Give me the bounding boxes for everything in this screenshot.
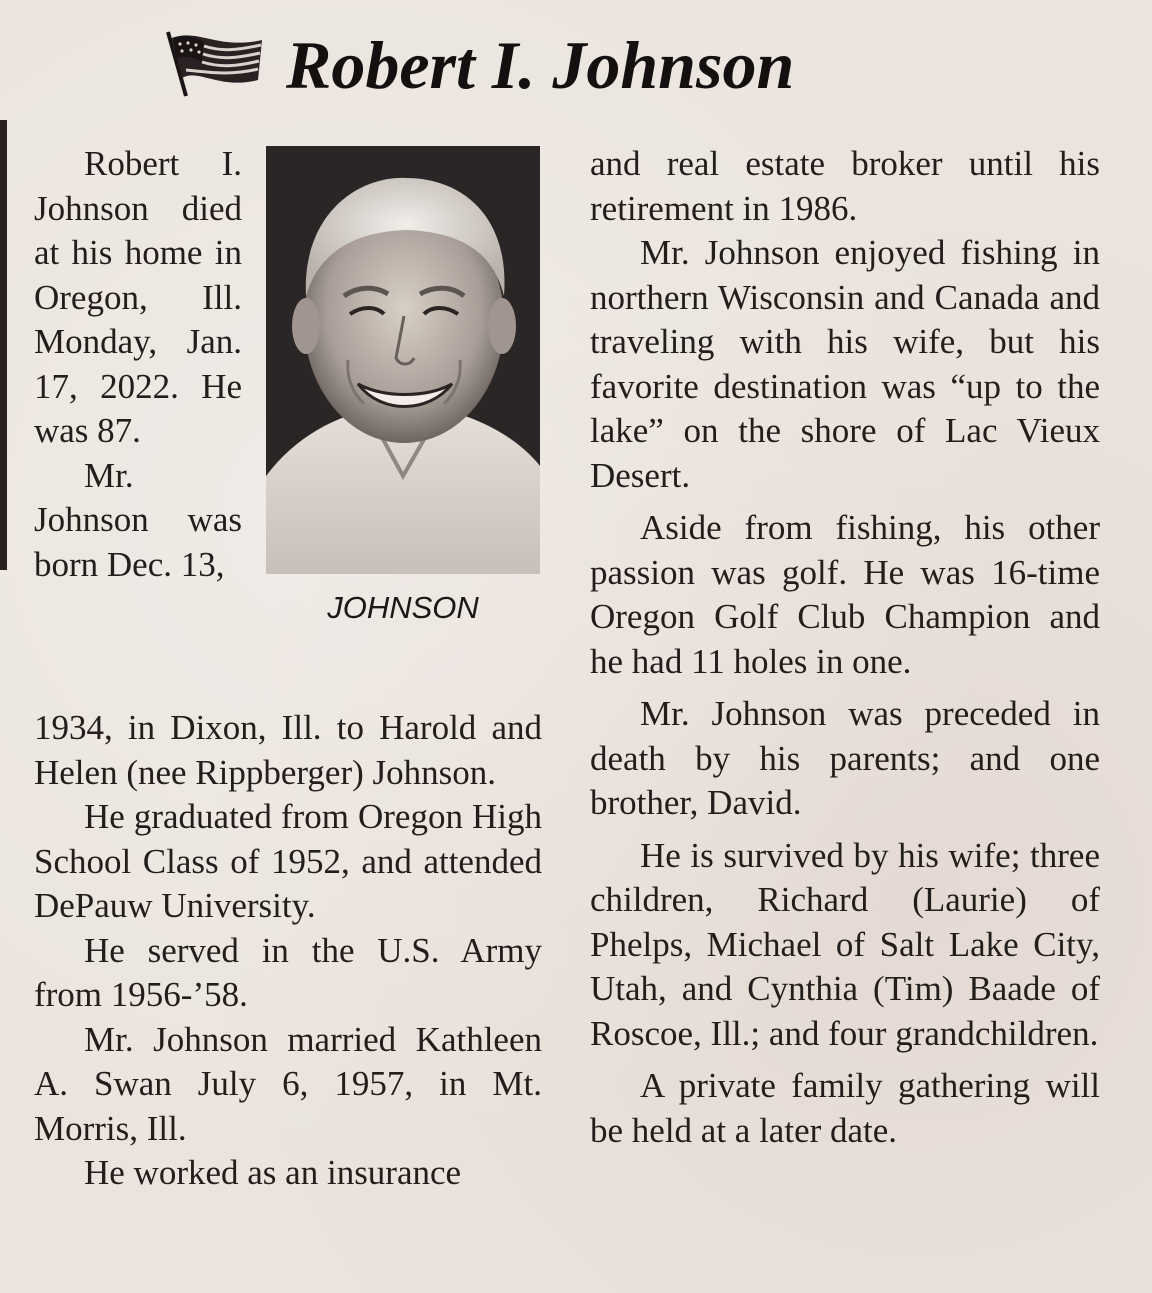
paragraph-army: He served in the U.S. Army from 1956-’58. bbox=[34, 930, 542, 1014]
obituary-headline bbox=[158, 14, 918, 114]
left-wide-column bbox=[34, 706, 542, 1196]
paragraph-gathering: A private family gathering will be held at a later date. bbox=[590, 1066, 1100, 1150]
scan-edge-shadow bbox=[0, 120, 7, 570]
paragraph-fishing: Mr. Johnson enjoyed fishing in northern Wisconsin and Canada and traveling with his wife, but his favorite destination was “up to the lake” on the shore of Lac Vieux Desert. bbox=[590, 233, 1100, 495]
obituary-title: Robert I. Johnson bbox=[286, 27, 795, 103]
paragraph-birth-end: 1934, in Dixon, Ill. to Harold and Helen (nee Rippberger) Johnson. bbox=[34, 708, 542, 792]
portrait-photo bbox=[266, 146, 540, 574]
paragraph-education: He graduated from Oregon High School Class of 1952, and attended DePauw University. bbox=[34, 797, 542, 925]
american-flag-icon bbox=[158, 28, 268, 98]
paragraph-golf: Aside from fishing, his other passion was golf. He was 16-time Oregon Golf Club Champion and he had 11 holes in one. bbox=[590, 508, 1100, 681]
right-column bbox=[590, 142, 1100, 1153]
paragraph-survivors: He is survived by his wife; three children, Richard (Laurie) of Phelps, Michael of Salt Lake City, Utah, and Cynthia (Tim) Baade of Roscoe, Ill.; and four grandchildren. bbox=[590, 835, 1100, 1053]
paragraph-marriage: Mr. Johnson married Kathleen A. Swan July 6, 1957, in Mt. Morris, Ill. bbox=[34, 1019, 542, 1148]
paragraph-death-notice: Robert I. Johnson died at his home in Oregon, Ill. Monday, Jan. 17, 2022. He was 87. bbox=[34, 144, 242, 450]
paragraph-career-start: He worked as an insurance bbox=[84, 1153, 462, 1192]
paragraph-career-end: and real estate broker until his retirement in 1986. bbox=[590, 144, 1100, 228]
photo-caption: JOHNSON bbox=[327, 590, 479, 625]
left-narrow-column bbox=[34, 142, 242, 587]
portrait-image bbox=[266, 146, 540, 574]
paragraph-birth-start: Mr. Johnson was born Dec. 13, bbox=[34, 455, 242, 584]
paragraph-preceded: Mr. Johnson was preceded in death by his parents; and one brother, David. bbox=[590, 694, 1100, 822]
